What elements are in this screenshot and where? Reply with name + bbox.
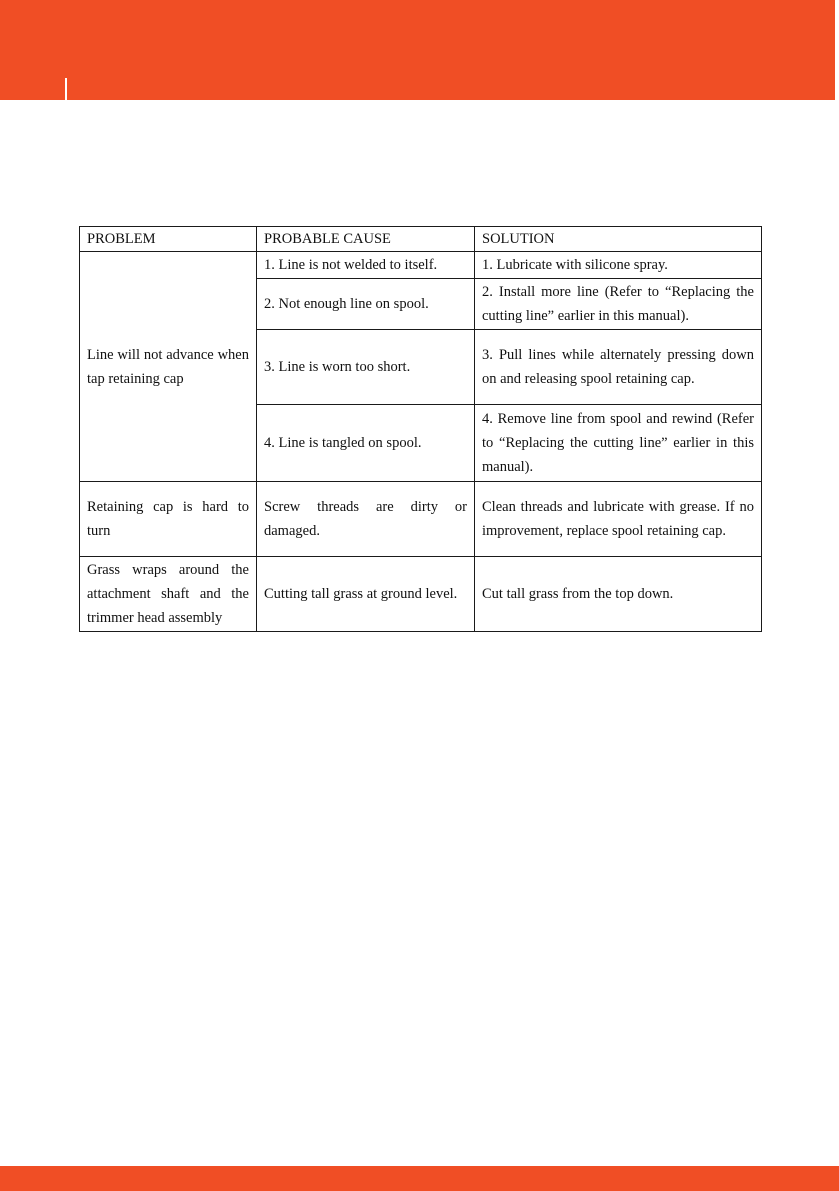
footer-bar (0, 1166, 839, 1191)
cause-cell: Cutting tall grass at ground level. (257, 557, 475, 632)
solution-cell: Cut tall grass from the top down. (475, 557, 762, 632)
cause-cell: 3. Line is worn too short. (257, 330, 475, 405)
table-row (80, 252, 762, 279)
solution-cell: 3. Pull lines while alternately pressing down on and releasing spool retaining cap. (475, 330, 762, 405)
solution-cell: Clean threads and lubricate with grease. If no improvement, replace spool retaining cap. (475, 482, 762, 557)
header-bar (0, 0, 839, 100)
header-divider-mark (65, 78, 67, 100)
table-row (80, 482, 762, 557)
solution-cell: 4. Remove line from spool and rewind (Refer to “Replacing the cutting line” earlier in this manual). (475, 405, 762, 482)
problem-cell: Grass wraps around the attachment shaft and the trimmer head assembly (80, 557, 257, 632)
table-row (80, 557, 762, 632)
solution-cell: 1. Lubricate with silicone spray. (475, 252, 762, 279)
header-edge (835, 0, 839, 100)
problem-cell: Retaining cap is hard to turn (80, 482, 257, 557)
header-probable-cause: PROBABLE CAUSE (257, 227, 475, 252)
cause-cell: 2. Not enough line on spool. (257, 279, 475, 330)
solution-cell: 2. Install more line (Refer to “Replacing the cutting line” earlier in this manual). (475, 279, 762, 330)
problem-cell: Line will not advance when tap retaining cap (80, 252, 257, 482)
cause-cell: 4. Line is tangled on spool. (257, 405, 475, 482)
cause-cell: Screw threads are dirty or damaged. (257, 482, 475, 557)
header-problem: PROBLEM (80, 227, 257, 252)
table-header-row (80, 227, 762, 252)
header-solution: SOLUTION (475, 227, 762, 252)
troubleshooting-table (79, 226, 762, 632)
cause-cell: 1. Line is not welded to itself. (257, 252, 475, 279)
